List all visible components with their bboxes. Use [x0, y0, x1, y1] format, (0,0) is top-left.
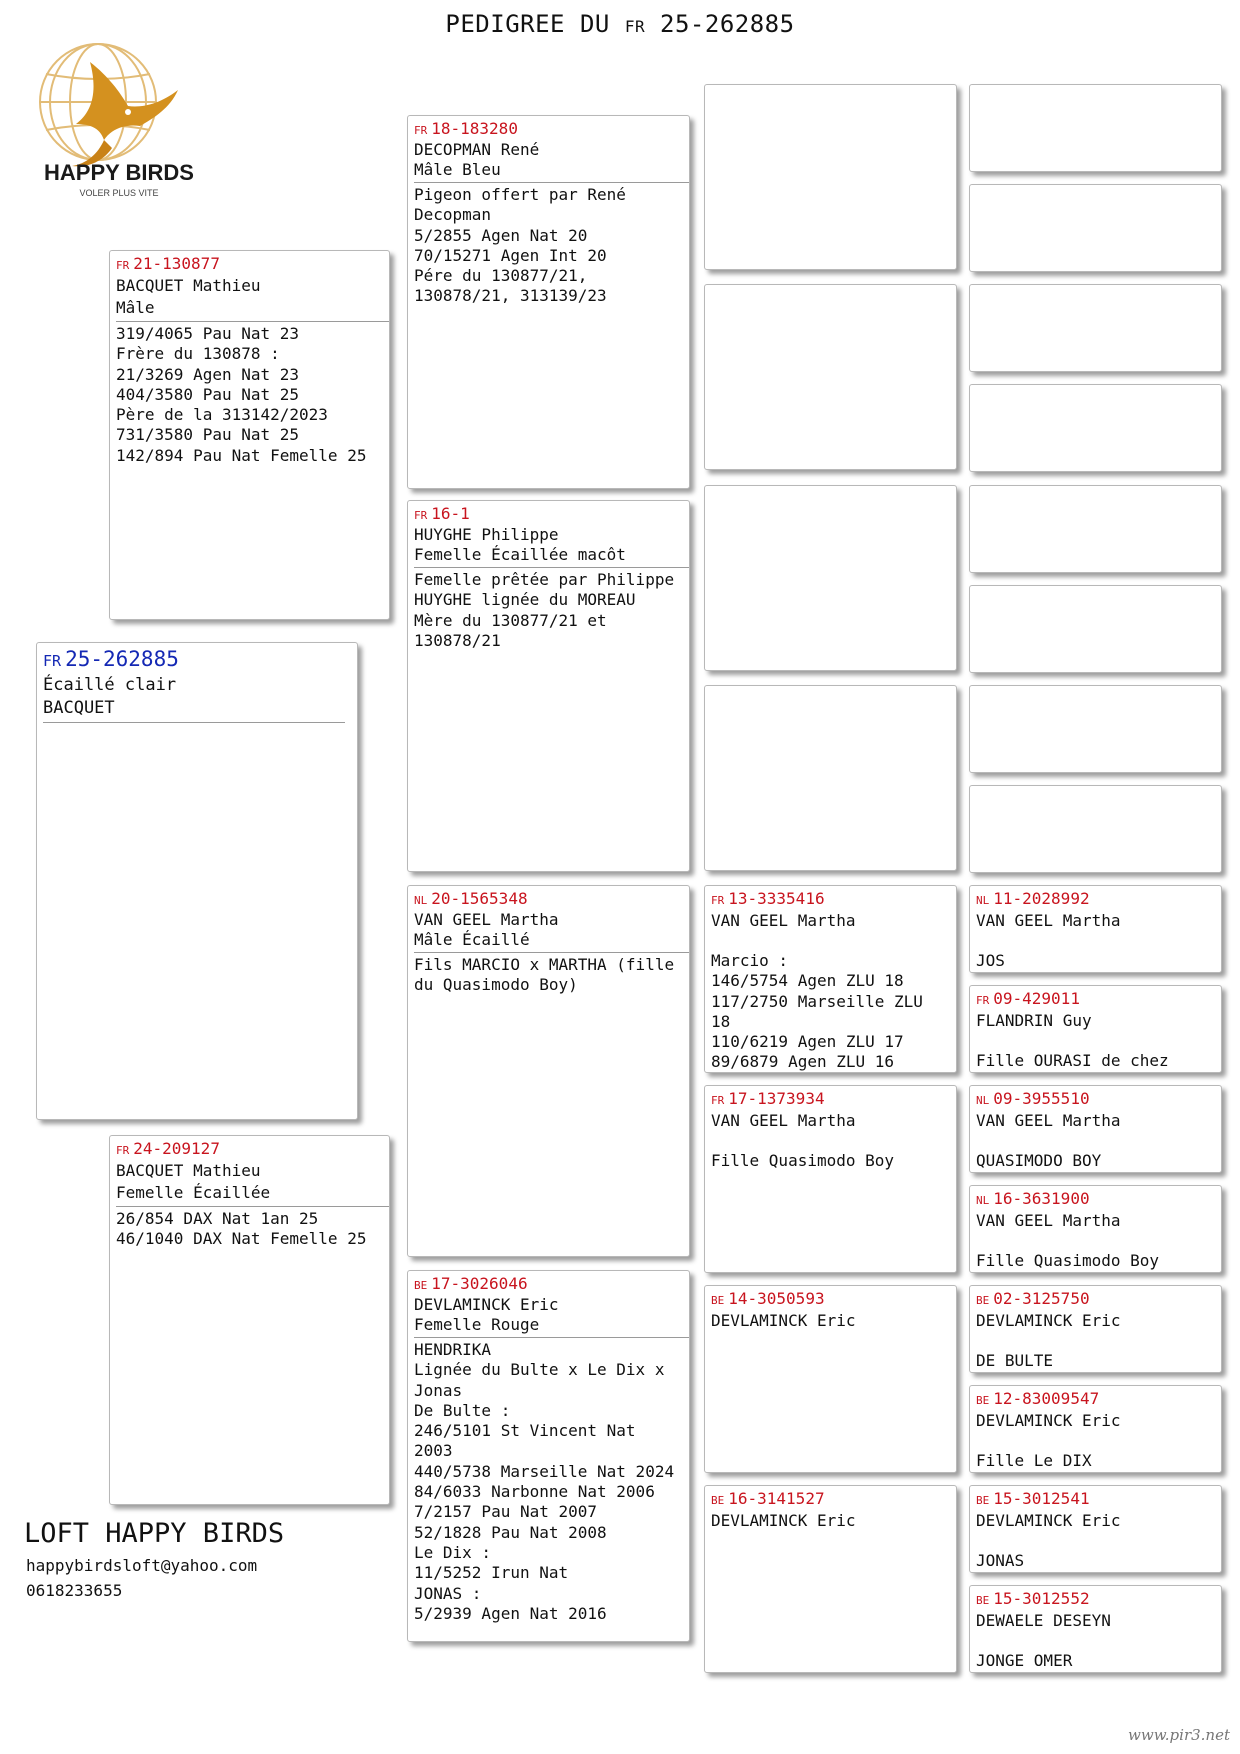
g4-notes: JONAS [976, 1551, 1025, 1570]
g4-ring: NL 09-3955510 [976, 1089, 1090, 1108]
dam-owner: BACQUET Mathieu [116, 1161, 261, 1180]
g4-notes: JONGE OMER [976, 1651, 1073, 1670]
g3-owner: VAN GEEL Martha [711, 911, 856, 930]
g4-card-1 [969, 885, 1222, 973]
subject-card [36, 642, 358, 1120]
grandparent-owner: VAN GEEL Martha [414, 910, 559, 929]
g3-owner: DEVLAMINCK Eric [711, 1511, 856, 1530]
g4-card-5 [969, 1285, 1222, 1373]
grandparent-card-1 [407, 115, 690, 489]
grandparent-desc: Mâle Écaillé [414, 930, 530, 949]
g4-notes: Fille OURASI de chez [976, 1051, 1169, 1070]
g4-card-8 [969, 1585, 1222, 1673]
page-title: PEDIGREE DU FR 25-262885 [445, 10, 795, 38]
g3-empty-card [704, 284, 957, 470]
grandparent-ring: NL 20-1565348 [414, 889, 528, 908]
loft-phone: 0618233655 [26, 1581, 123, 1600]
g3-card-2 [704, 1085, 957, 1273]
g3-ring: FR 17-1373934 [711, 1089, 825, 1108]
g4-owner: VAN GEEL Martha [976, 1111, 1121, 1130]
subject-ring: FR 25-262885 [43, 647, 179, 671]
sire-owner: BACQUET Mathieu [116, 276, 261, 295]
grandparent-ring: BE 17-3026046 [414, 1274, 528, 1293]
grandparent-notes: Femelle prêtée par Philippe HUYGHE lignée du MOREAU Mère du 130877/21 et 130878/21 [414, 570, 675, 650]
grandparent-desc: Mâle Bleu [414, 160, 501, 179]
g4-owner: VAN GEEL Martha [976, 911, 1121, 930]
grandparent-card-2 [407, 500, 690, 872]
g4-owner: DEWAELE DESEYN [976, 1611, 1111, 1630]
g4-ring: NL 16-3631900 [976, 1189, 1090, 1208]
logo-tagline: VOLER PLUS VITE [79, 188, 159, 198]
g4-card-6 [969, 1385, 1222, 1473]
sire-notes: 319/4065 Pau Nat 23 Frère du 130878 : 21/3269 Agen Nat 23 404/3580 Pau Nat 25 Père de la 313142/2023 731/3580 Pau Nat 25 142/894 Pau Nat Femelle 25 [116, 324, 367, 465]
grandparent-owner: HUYGHE Philippe [414, 525, 559, 544]
grandparent-ring: FR 18-183280 [414, 119, 518, 138]
grandparent-notes: HENDRIKA Lignée du Bulte x Le Dix x Jonas De Bulte : 246/5101 St Vincent Nat 2003 440/5738 Marseille Nat 2024 84/6033 Narbonne Nat 2006 7/2157 Pau Nat 2007 52/1828 Pau Nat 2008 Le Dix : 11/5252 Irun Nat JONAS : 5/2939 Agen Nat 2016 [414, 1340, 675, 1623]
loft-email: happybirdsloft@yahoo.com [26, 1556, 258, 1575]
footer-site: www.pir3.net [1128, 1726, 1230, 1744]
g3-card-3 [704, 1285, 957, 1473]
g4-card-2 [969, 985, 1222, 1073]
g4-owner: VAN GEEL Martha [976, 1211, 1121, 1230]
g4-notes: DE BULTE [976, 1351, 1054, 1370]
dam-desc: Femelle Écaillée [116, 1183, 271, 1202]
g3-owner: VAN GEEL Martha [711, 1111, 856, 1130]
g4-owner: DEVLAMINCK Eric [976, 1311, 1121, 1330]
g4-empty-card [969, 284, 1222, 372]
g4-notes: QUASIMODO BOY [976, 1151, 1102, 1170]
loft-name: LOFT HAPPY BIRDS [24, 1518, 285, 1549]
grandparent-card-3 [407, 885, 690, 1257]
g4-empty-card [969, 685, 1222, 773]
subject-color: Écaillé clair [43, 675, 177, 695]
dam-card [109, 1135, 390, 1505]
grandparent-desc: Femelle Écaillée macôt [414, 545, 626, 564]
g4-empty-card [969, 485, 1222, 573]
g4-empty-card [969, 84, 1222, 172]
g3-notes: Marcio : 146/5754 Agen ZLU 18 117/2750 Marseille ZLU 18 110/6219 Agen ZLU 17 89/6879 Agen ZLU 16 [711, 951, 923, 1072]
g3-ring: BE 14-3050593 [711, 1289, 825, 1308]
g4-card-7 [969, 1485, 1222, 1573]
grandparent-owner: DEVLAMINCK Eric [414, 1295, 559, 1314]
g4-owner: DEVLAMINCK Eric [976, 1511, 1121, 1530]
g4-card-4 [969, 1185, 1222, 1273]
grandparent-desc: Femelle Rouge [414, 1315, 540, 1334]
g4-ring: BE 02-3125750 [976, 1289, 1090, 1308]
g3-notes: Fille Quasimodo Boy [711, 1151, 895, 1170]
g4-notes: JOS [976, 951, 1005, 970]
g4-notes: Fille Quasimodo Boy [976, 1251, 1160, 1270]
g4-empty-card [969, 184, 1222, 272]
g3-owner: DEVLAMINCK Eric [711, 1311, 856, 1330]
g4-owner: DEVLAMINCK Eric [976, 1411, 1121, 1430]
g4-ring: BE 15-3012541 [976, 1489, 1090, 1508]
g4-empty-card [969, 785, 1222, 873]
logo-name: HAPPY BIRDS [44, 160, 194, 185]
grandparent-notes: Fils MARCIO x MARTHA (fille du Quasimodo Boy) [414, 955, 684, 995]
g4-ring: BE 15-3012552 [976, 1589, 1090, 1608]
sire-card [109, 250, 390, 620]
grandparent-card-4 [407, 1270, 690, 1642]
g3-empty-card [704, 84, 957, 270]
grandparent-notes: Pigeon offert par René Decopman 5/2855 Agen Nat 20 70/15271 Agen Int 20 Pére du 130877/21, 130878/21, 313139/23 [414, 185, 626, 306]
g4-notes: Fille Le DIX [976, 1451, 1092, 1470]
sire-desc: Mâle [116, 298, 155, 317]
g4-ring: FR 09-429011 [976, 989, 1080, 1008]
grandparent-owner: DECOPMAN René [414, 140, 540, 159]
g4-empty-card [969, 384, 1222, 472]
subject-owner: BACQUET [43, 698, 115, 718]
dam-notes: 26/854 DAX Nat 1an 25 46/1040 DAX Nat Femelle 25 [116, 1209, 367, 1249]
g3-ring: BE 16-3141527 [711, 1489, 825, 1508]
g4-empty-card [969, 585, 1222, 673]
g3-card-1 [704, 885, 957, 1073]
dam-ring: FR 24-209127 [116, 1139, 220, 1158]
g4-ring: NL 11-2028992 [976, 889, 1090, 908]
g3-empty-card [704, 485, 957, 671]
g3-empty-card [704, 685, 957, 871]
g4-card-3 [969, 1085, 1222, 1173]
g4-ring: BE 12-83009547 [976, 1389, 1100, 1408]
sire-ring: FR 21-130877 [116, 254, 220, 273]
g3-card-4 [704, 1485, 957, 1673]
g4-owner: FLANDRIN Guy [976, 1011, 1092, 1030]
grandparent-ring: FR 16-1 [414, 504, 470, 523]
g3-ring: FR 13-3335416 [711, 889, 825, 908]
